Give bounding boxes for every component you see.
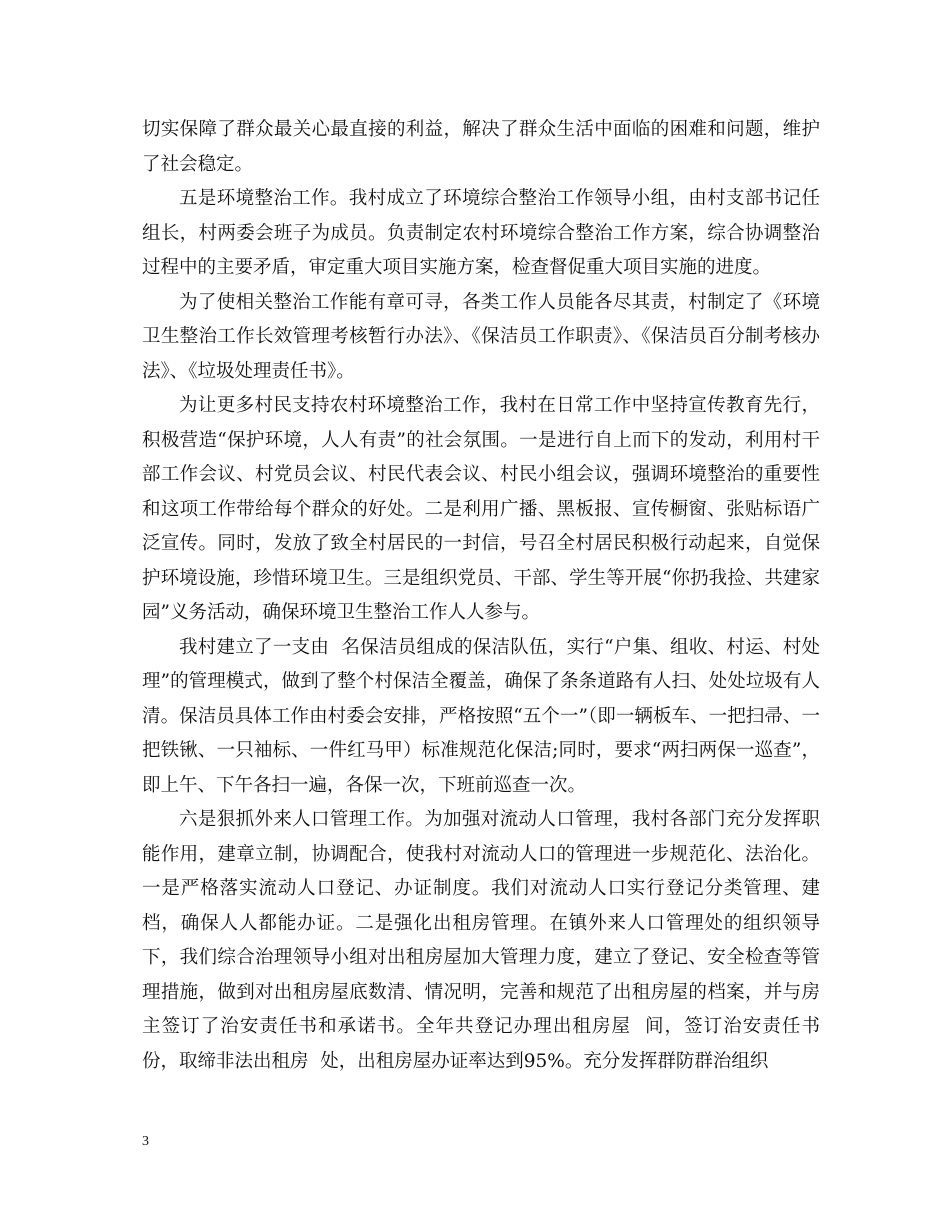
paragraph-cleaning-team: 我村建立了一支由 名保洁员组成的保洁队伍，实行“户集、组收、村运、村处理”的管理模式，做到了整个村保洁全覆盖，确保了条条道路有人扫、处处垃圾有人清。保洁员具体工作由村委会安排，严格按照“五个一”（即一辆板车、一把扫帚、一把铁锹、一只袖标、一件红马甲）标准规范化保洁;同时，要求“两扫两保一巡查”，即上午、下午各扫一遍，各保一次，下班前巡查一次。 bbox=[142, 636, 820, 796]
paragraph-continued: 切实保障了群众最关心最直接的利益，解决了群众生活中面临的困难和问题，维护了社会稳定。 bbox=[142, 119, 820, 175]
paragraph-regulations: 为了使相关整治工作能有章可寻，各类工作人员能各尽其责，村制定了《环境卫生整治工作长效管理考核暂行办法》、《保洁员工作职责》、《保洁员百分制考核办法》、《垃圾处理责任书》。 bbox=[142, 291, 820, 382]
page-number: 3 bbox=[142, 1134, 149, 1149]
paragraph-environment-work: 五是环境整治工作。我村成立了环境综合整治工作领导小组，由村支部书记任组长，村两委会班子为成员。负责制定农村环境综合整治工作方案，综合协调整治过程中的主要矛盾，审定重大项目实施方案，检查督促重大项目实施的进度。 bbox=[142, 188, 820, 278]
paragraph-migrant-management: 六是狠抓外来人口管理工作。为加强对流动人口管理，我村各部门充分发挥职能作用，建章立制，协调配合，使我村对流动人口的管理进一步规范化、法治化。一是严格落实流动人口登记、办证制度。我们对流动人口实行登记分类管理、建档，确保人人都能办证。二是强化出租房管理。在镇外来人口管理处的组织领导下，我们综合治理领导小组对出租房屋加大管理力度，建立了登记、安全检查等管理措施，做到对出租房屋底数清、情况明，完善和规范了出租房屋的档案，并与房主签订了治安责任书和承诺书。全年共登记办理出租房屋 间，签订治安责任书 份，取缔非法出租房 处，出租房屋办证率达到95%。充分发挥群防群治组织 bbox=[142, 809, 832, 1072]
paragraph-publicity: 为让更多村民支持农村环境整治工作，我村在日常工作中坚持宣传教育先行，积极营造“保护环境，人人有责”的社会氛围。一是进行自上而下的发动，利用村干部工作会议、村党员会议、村民代表会议、村民小组会议，强调环境整治的重要性和这项工作带给每个群众的好处。二是利用广播、黑板报、宣传橱窗、张贴标语广泛宣传。同时，发放了致全村居民的一封信，号召全村居民积极行动起来，自觉保护环境设施，珍惜环境卫生。三是组织党员、干部、学生等开展“你扔我捡、共建家园”义务活动，确保环境卫生整治工作人人参与。 bbox=[142, 395, 820, 623]
body-text bbox=[142, 113, 832, 1079]
